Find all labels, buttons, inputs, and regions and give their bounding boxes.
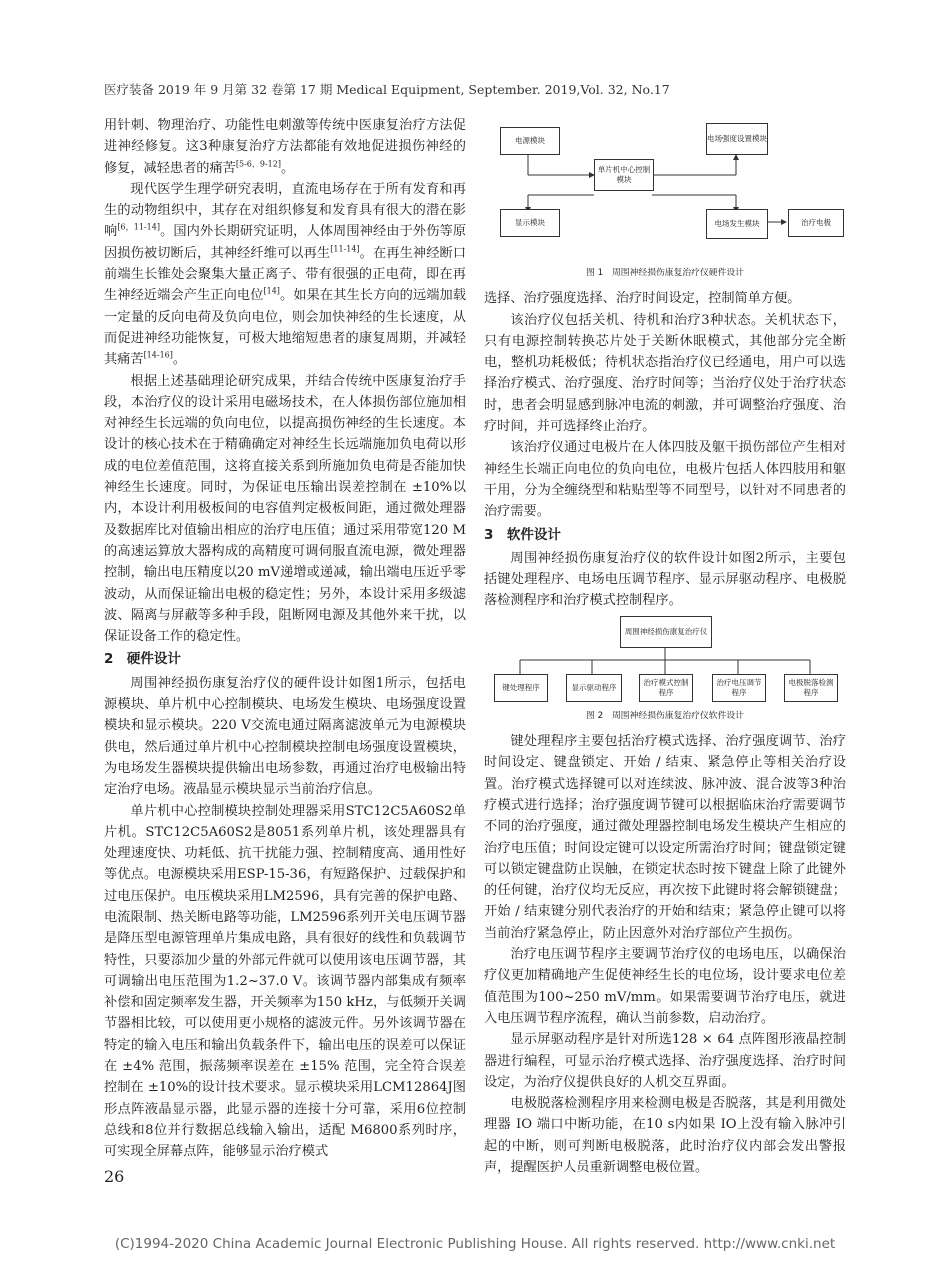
mode-control-program-box: 治疗模式控制程序 <box>639 674 693 702</box>
root-program-box: 周围神经损伤康复治疗仪 <box>620 616 712 648</box>
copyright-footer: (C)1994-2020 China Academic Journal Electronic Publishing House. All rights reserved. http://www.cnki.net <box>114 1236 836 1252</box>
paragraph: 用针刺、物理治疗、功能性电刺激等传统中医康复治疗方法促进神经修复。这3种康复治疗方法都能有效地促进损伤神经的修复，减轻患者的痛苦[5-6，9-12]。 <box>104 118 466 176</box>
paragraph: 该治疗仪包括关机、待机和治疗3种状态。关机状态下，只有电源控制转换芯片处于关断休眠模式，其他部分完全断电，整机功耗极低；待机状态指治疗仪已经通电，用户可以选择治疗模式、治疗强度、治疗时间等；当治疗仪处于治疗状态时，患者会明显感到脉冲电流的刺激，并可调整治疗强度、治疗时间，并可选择终止治疗。 <box>484 312 846 435</box>
display-driver-program-box: 显示驱动程序 <box>566 674 622 702</box>
therapy-electrode-box: 治疗电极 <box>788 209 844 237</box>
page-number: 26 <box>104 1167 125 1186</box>
section-heading: 3 软件设计 <box>484 526 561 543</box>
figure-2-software-diagram <box>484 612 846 704</box>
mcu-control-module-box: 单片机中心控制模块 <box>594 159 654 191</box>
paragraph: 选择、治疗强度选择、治疗时间设定，控制简单方便。 <box>484 291 801 307</box>
paragraph: 治疗电压调节程序主要调节治疗仪的电场电压，以确保治疗仪更加精确地产生促使神经生长的电位场，设计要求电位差值范围为100~250 mV/mm。如果需要调节治疗电压，就进入电压调节程序流程，确认当前参数，启动治疗。 <box>484 947 846 1026</box>
figure-1-caption: 图 1 周围神经损伤康复治疗仪硬件设计 <box>586 268 744 278</box>
paragraph: 键处理程序主要包括治疗模式选择、治疗强度调节、治疗时间设定、键盘锁定、开始 / 结束、紧急停止等相关治疗设置。治疗模式选择键可以对连续波、脉冲波、混合波等3种治疗模式进行选择；治疗强度调节键可以根据临床治疗需要调节不同的治疗强度，通过微处理器控制电场发生模块产生相应的治疗电压值；时间设定键可以设定所需治疗时间；键盘锁定键可以锁定键盘防止误触，在锁定状态时按下键盘上除了此键外的任何键，治疗仪均无反应，再次按下此键时将会解锁键盘；开始 / 结束键分别代表治疗的开始和结束；紧急停止键可以将当前治疗紧急停止，防止因意外对治疗部位产生损伤。 <box>484 734 846 941</box>
voltage-adjust-program-box: 治疗电压调节程序 <box>712 674 766 702</box>
field-generator-module-box: 电场发生模块 <box>706 209 768 239</box>
display-module-box: 显示模块 <box>500 209 560 237</box>
section-heading: 2 硬件设计 <box>104 651 181 668</box>
paragraph: 显示屏驱动程序是针对所选128 × 64 点阵图形液晶控制器进行编程，可显示治疗模式选择、治疗强度选择、治疗时间设定，为治疗仪提供良好的人机交互界面。 <box>484 1032 846 1090</box>
paragraph: 该治疗仪通过电极片在人体四肢及躯干损伤部位产生相对神经生长端正向电位的负向电位，电极片包括人体四肢用和躯干用，分为全缠绕型和粘贴型等不同型号，以针对不同患者的治疗需要。 <box>484 440 846 520</box>
paragraph: 周围神经损伤康复治疗仪的软件设计如图2所示，主要包括键处理程序、电场电压调节程序、显示屏驱动程序、电极脱落检测程序和治疗模式控制程序。 <box>484 550 846 609</box>
paragraph: 周围神经损伤康复治疗仪的硬件设计如图1所示，包括电源模块、单片机中心控制模块、电场发生模块、电场强度设置模块和显示模块。220 V交流电通过隔离滤波单元为电源模块供电，然后通过单片机中心控制模块控制电场强度设置模块，为电场发生器模块提供输出电场参数，再通过治疗电极输出特定治疗电场。液晶显示模块显示当前治疗信息。 <box>104 675 466 798</box>
right-column <box>484 115 846 1178</box>
figure-1-hardware-diagram <box>484 115 846 261</box>
power-module-box: 电源模块 <box>500 127 560 155</box>
running-header: 医疗装备 2019 年 9 月第 32 卷第 17 期 Medical Equipment, September. 2019,Vol. 32, No.17 <box>104 82 670 97</box>
field-strength-module-box: 电场强度设置模块 <box>706 123 768 155</box>
electrode-detect-program-box: 电极脱落检测程序 <box>784 674 838 702</box>
left-column <box>104 115 466 1163</box>
key-program-box: 键处理程序 <box>494 674 548 702</box>
paragraph: 电极脱落检测程序用来检测电极是否脱落，其是利用微处理器 IO 端口中断功能，在10 s内如果 IO上没有输入脉冲引起的中断，则可判断电极脱落，此时治疗仪内部会发出警报声，提醒医护人员重新调整电极位置。 <box>484 1096 846 1175</box>
paragraph: 单片机中心控制模块控制处理器采用STC12C5A60S2单片机。STC12C5A60S2是8051系列单片机，该处理器具有处理速度快、功耗低、抗干扰能力强、控制精度高、通用性好等优点。电源模块采用ESP-15-36，有短路保护、过载保护和过电压保护。电压模块采用LM2596，具有完善的保护电路、电流限制、热关断电路等功能，LM2596系列开关电压调节器是降压型电源管理单片集成电路，具有很好的线性和负载调节特性，只要添加少量的外部元件就可以使用该电压调节器，其可调输出电压范围为1.2~37.0 V。该调节器内部集成有频率补偿和固定频率发生器，开关频率为150 kHz，与低频开关调节器相比较，可以使用更小规格的滤波元件。另外该调节器在特定的输入电压和输出负载条件下，输出电压的误差可以保证在 ±4% 范围，振荡频率误差在 ±15% 范围，完全符合误差控制在 ±10%的设计技术要求。显示模块采用LCM12864J图形点阵液晶显示器，此显示器的连接十分可靠，采用6位控制总线和8位并行数据总线输入输出，适配 M6800系列时序，可实现全屏幕点阵，能够显示治疗模式 <box>104 803 466 1160</box>
figure-2-caption: 图 2 周围神经损伤康复治疗仪软件设计 <box>586 710 744 721</box>
paragraph: 现代医学生理学研究表明，直流电场存在于所有发育和再生的动物组织中，其存在对组织修复和发育具有很大的潜在影响[6，11-14]。国内外长期研究证明，人体周围神经由于外伤等原因损伤被切断后，其神经纤维可以再生[11-14]。在再生神经断口前端生长锥处会聚集大量正离子、带有很强的正电荷，即在再生神经近端会产生正向电位[14]。如果在其生长方向的远端加载一定量的反向电荷及负向电位，则会加快神经的生长速度，从而促进神经功能恢复，可极大地缩短患者的康复周期，并减轻其痛苦[14-16]。 <box>104 181 467 368</box>
paragraph: 根据上述基础理论研究成果，并结合传统中医康复治疗手段，本治疗仪的设计采用电磁场技术，在人体损伤部位施加相对神经生长远端的负向电位，以提高损伤神经的生长速度。本设计的核心技术在于精确确定对神经生长远端施加负电荷以形成的电位差值范围，这将直接关系到所施加负电荷是否能加快神经生长速度。同时，为保证电压输出误差控制在 ±10%以内，本设计利用极板间的电容值判定极板间距，通过微处理器及数据库比对值输出相应的治疗电压值；通过采用带宽120 M的高速运算放大器构成的高精度可调伺服直流电源，微处理器控制，输出电压精度以20 mV递增或递减，输出端电压近乎零波动，从而保证输出电极的稳定性；另外，本设计采用多级滤波、隔离与屏蔽等多种手段，阻断网电源及其他外来干扰，以保证设备工作的稳定性。 <box>104 373 466 645</box>
